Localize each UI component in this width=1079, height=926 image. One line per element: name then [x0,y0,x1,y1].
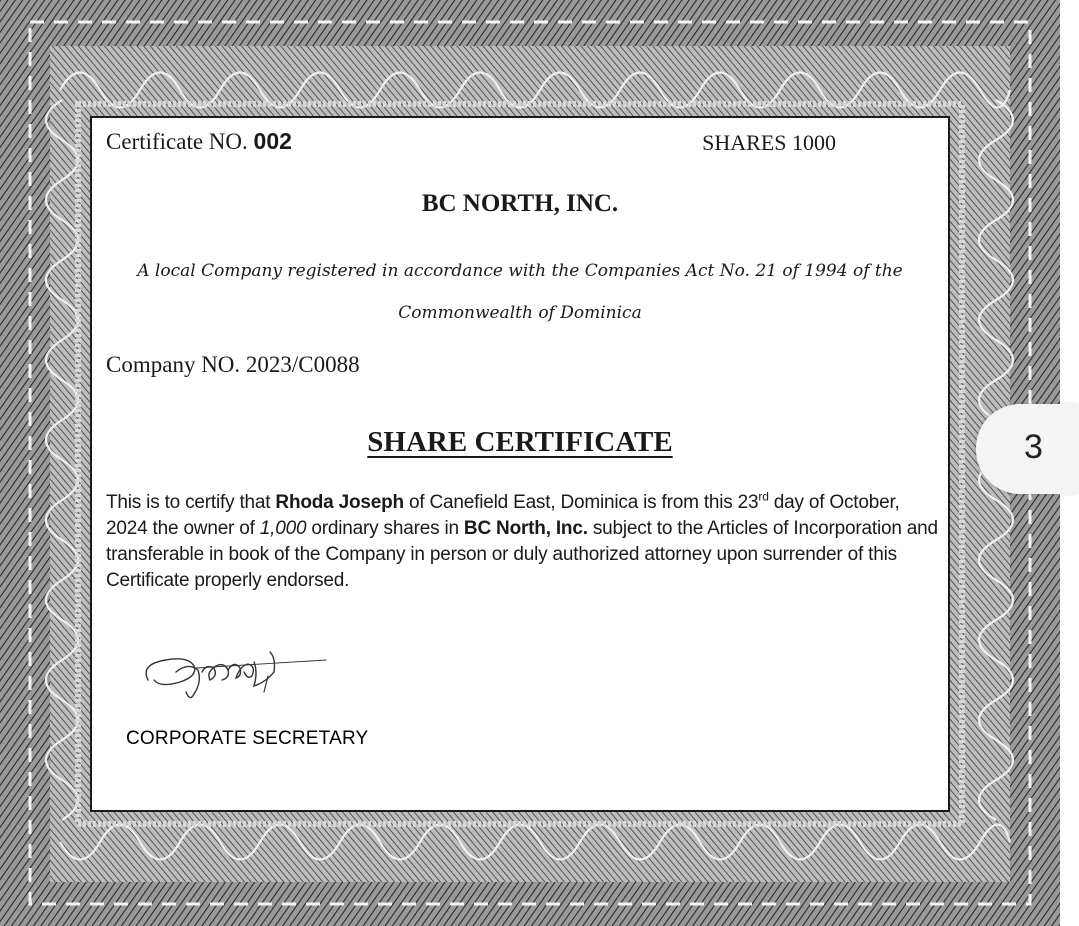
body-text-4: ordinary shares in [306,518,464,539]
certificate-title-text: SHARE CERTIFICATE [367,426,673,458]
share-count: 1,000 [259,518,307,539]
certificate-number-value: 002 [253,128,292,154]
body-text-1: This is to certify that [106,492,276,513]
signature-image [136,642,336,712]
company-number-value: 2023/C0088 [245,352,360,377]
registration-line-1: A local Company registered in accordance with the Companies Act No. 21 of 1994 of the [137,261,903,281]
certificate-title [92,426,948,459]
day-suffix: rd [758,489,769,504]
registration-line-2: Commonwealth of Dominica [398,303,642,323]
body-text-2: of Canefield East, Dominica is from this 23 [403,492,759,513]
certificate-number [106,128,292,155]
company-number [106,352,360,378]
page-number: 3 [1024,428,1043,466]
company-number-label: Company NO. [106,352,241,377]
signatory-title: CORPORATE SECRETARY [126,728,369,749]
company-name: BC NORTH, INC. [421,190,619,217]
holder-name: Rhoda Joseph [275,492,404,513]
body-text-5: subject to the Articles of Incorporation and transferable in book of the Company in person or duly authorized attorney upon surrender of this Certificate properly endorsed. [106,518,938,591]
page-indicator [976,404,1079,494]
certification-paragraph [106,490,938,594]
company-reference: BC North, Inc. [463,518,588,539]
shares-label: SHARES 1000 [702,130,836,155]
body-text-3: day of October, 2024 the owner of [106,492,900,539]
certificate-body [90,116,950,812]
certificate-number-label: Certificate NO. [106,129,248,154]
registration-statement [112,250,928,334]
